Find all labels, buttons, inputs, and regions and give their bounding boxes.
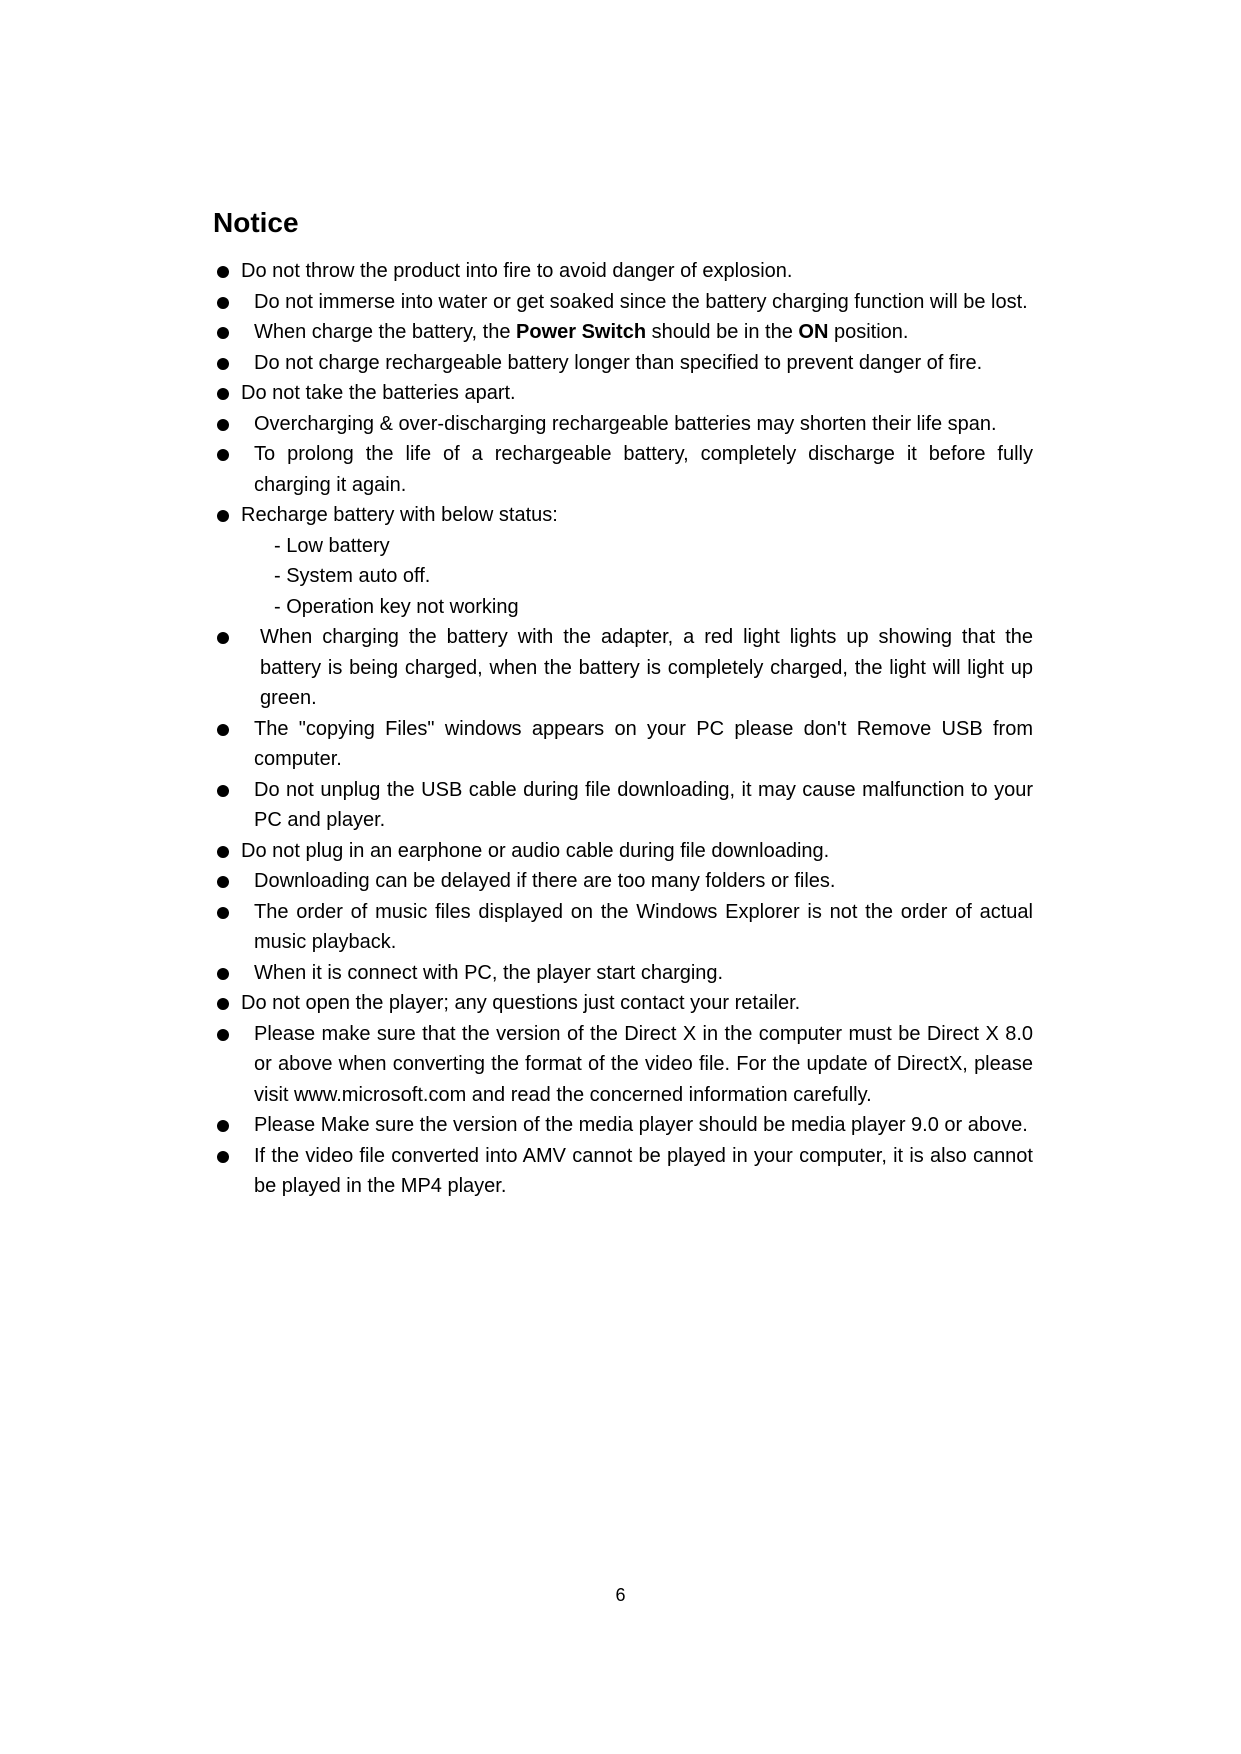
list-item-text: Overcharging & over-discharging rechargeable batteries may shorten their life span. — [254, 412, 997, 435]
list-item — [213, 1019, 1033, 1111]
power-switch-label: Power Switch — [516, 321, 647, 343]
list-item-text — [213, 317, 1033, 348]
page-title: Notice — [213, 207, 299, 238]
list-item-text: Downloading can be delayed if there are too many folders or files. — [254, 870, 836, 892]
list-item-text: Do not throw the product into fire to avoid danger of explosion. — [241, 260, 793, 282]
bullet-icon — [217, 1029, 229, 1041]
bullet-icon — [217, 388, 229, 400]
bullet-icon — [217, 510, 229, 522]
bullet-icon — [217, 327, 229, 339]
text-run: position. — [828, 321, 909, 343]
bullet-icon — [217, 907, 229, 919]
sub-item: - Low battery — [274, 534, 390, 557]
list-item — [213, 348, 1033, 379]
list-item-text: Do not open the player; any questions just contact your retailer. — [241, 992, 801, 1014]
bullet-icon — [217, 876, 229, 888]
list-item — [213, 317, 1033, 348]
bullet-icon — [217, 724, 229, 736]
bullet-icon — [217, 998, 229, 1010]
list-item — [213, 988, 1033, 1019]
list-item — [213, 1141, 1033, 1202]
list-item — [213, 256, 1033, 287]
list-item — [213, 378, 1033, 409]
notice-list — [213, 256, 1033, 1202]
bullet-icon — [217, 632, 229, 644]
bullet-icon — [217, 266, 229, 278]
text-run: When charge the battery, the — [254, 321, 517, 343]
bullet-icon — [217, 846, 229, 858]
list-item — [213, 622, 1033, 714]
bullet-icon — [217, 1120, 229, 1132]
list-item-text: Do not charge rechargeable battery longer than specified to prevent danger of fire. — [254, 351, 983, 374]
on-label: ON — [798, 321, 829, 343]
bullet-icon — [217, 968, 229, 980]
text-run: should be in the — [646, 321, 799, 343]
list-item — [213, 775, 1033, 836]
list-item — [213, 836, 1033, 867]
list-item-text: Do not plug in an earphone or audio cable during file downloading. — [241, 839, 830, 862]
bullet-icon — [217, 449, 229, 461]
list-item — [213, 866, 1033, 897]
list-item — [213, 714, 1033, 775]
bullet-icon — [217, 297, 229, 309]
page-number: 6 — [615, 1585, 626, 1605]
list-item-text: When charging the battery with the adapter, a red light lights up showing that the battery is being charged, when the battery is completely charged, the light will light up green. — [260, 626, 1033, 709]
bullet-icon — [217, 1151, 229, 1163]
list-item — [213, 439, 1033, 500]
list-item — [213, 287, 1033, 318]
list-item-text: Please make sure that the version of the Direct X in the computer must be Direct X 8.0 or above when converting the format of the video file. For the update of DirectX, please visit www.microsoft.com and read the concerned information carefully. — [254, 1022, 1033, 1106]
bullet-icon — [217, 785, 229, 797]
list-item — [213, 1110, 1033, 1141]
bullet-icon — [217, 358, 229, 370]
list-item — [213, 958, 1033, 989]
list-item-text: The order of music files displayed on the Windows Explorer is not the order of actual music playback. — [254, 900, 1033, 953]
list-item — [213, 500, 1033, 531]
sub-item: - Operation key not working — [274, 595, 519, 618]
list-item-text: When it is connect with PC, the player start charging. — [254, 961, 724, 984]
battery-status-list — [213, 531, 1033, 623]
sub-item: - System auto off. — [274, 565, 431, 587]
list-item-text: The "copying Files" windows appears on your PC please don't Remove USB from computer. — [254, 717, 1033, 770]
list-item-text: If the video file converted into AMV cannot be played in your computer, it is also cannot be played in the MP4 player. — [254, 1144, 1033, 1197]
list-item-text: To prolong the life of a rechargeable battery, completely discharge it before fully charging it again. — [254, 443, 1033, 496]
list-item-text: Please Make sure the version of the media player should be media player 9.0 or above. — [254, 1114, 1028, 1136]
list-item — [213, 897, 1033, 958]
list-item-text: Do not take the batteries apart. — [241, 382, 516, 404]
bullet-icon — [217, 419, 229, 431]
list-item — [213, 409, 1033, 440]
list-item-text: Recharge battery with below status: — [241, 504, 558, 526]
list-item-text: Do not immerse into water or get soaked since the battery charging function will be lost. — [254, 290, 1028, 313]
list-item-text: Do not unplug the USB cable during file downloading, it may cause malfunction to your PC and player. — [254, 778, 1033, 831]
